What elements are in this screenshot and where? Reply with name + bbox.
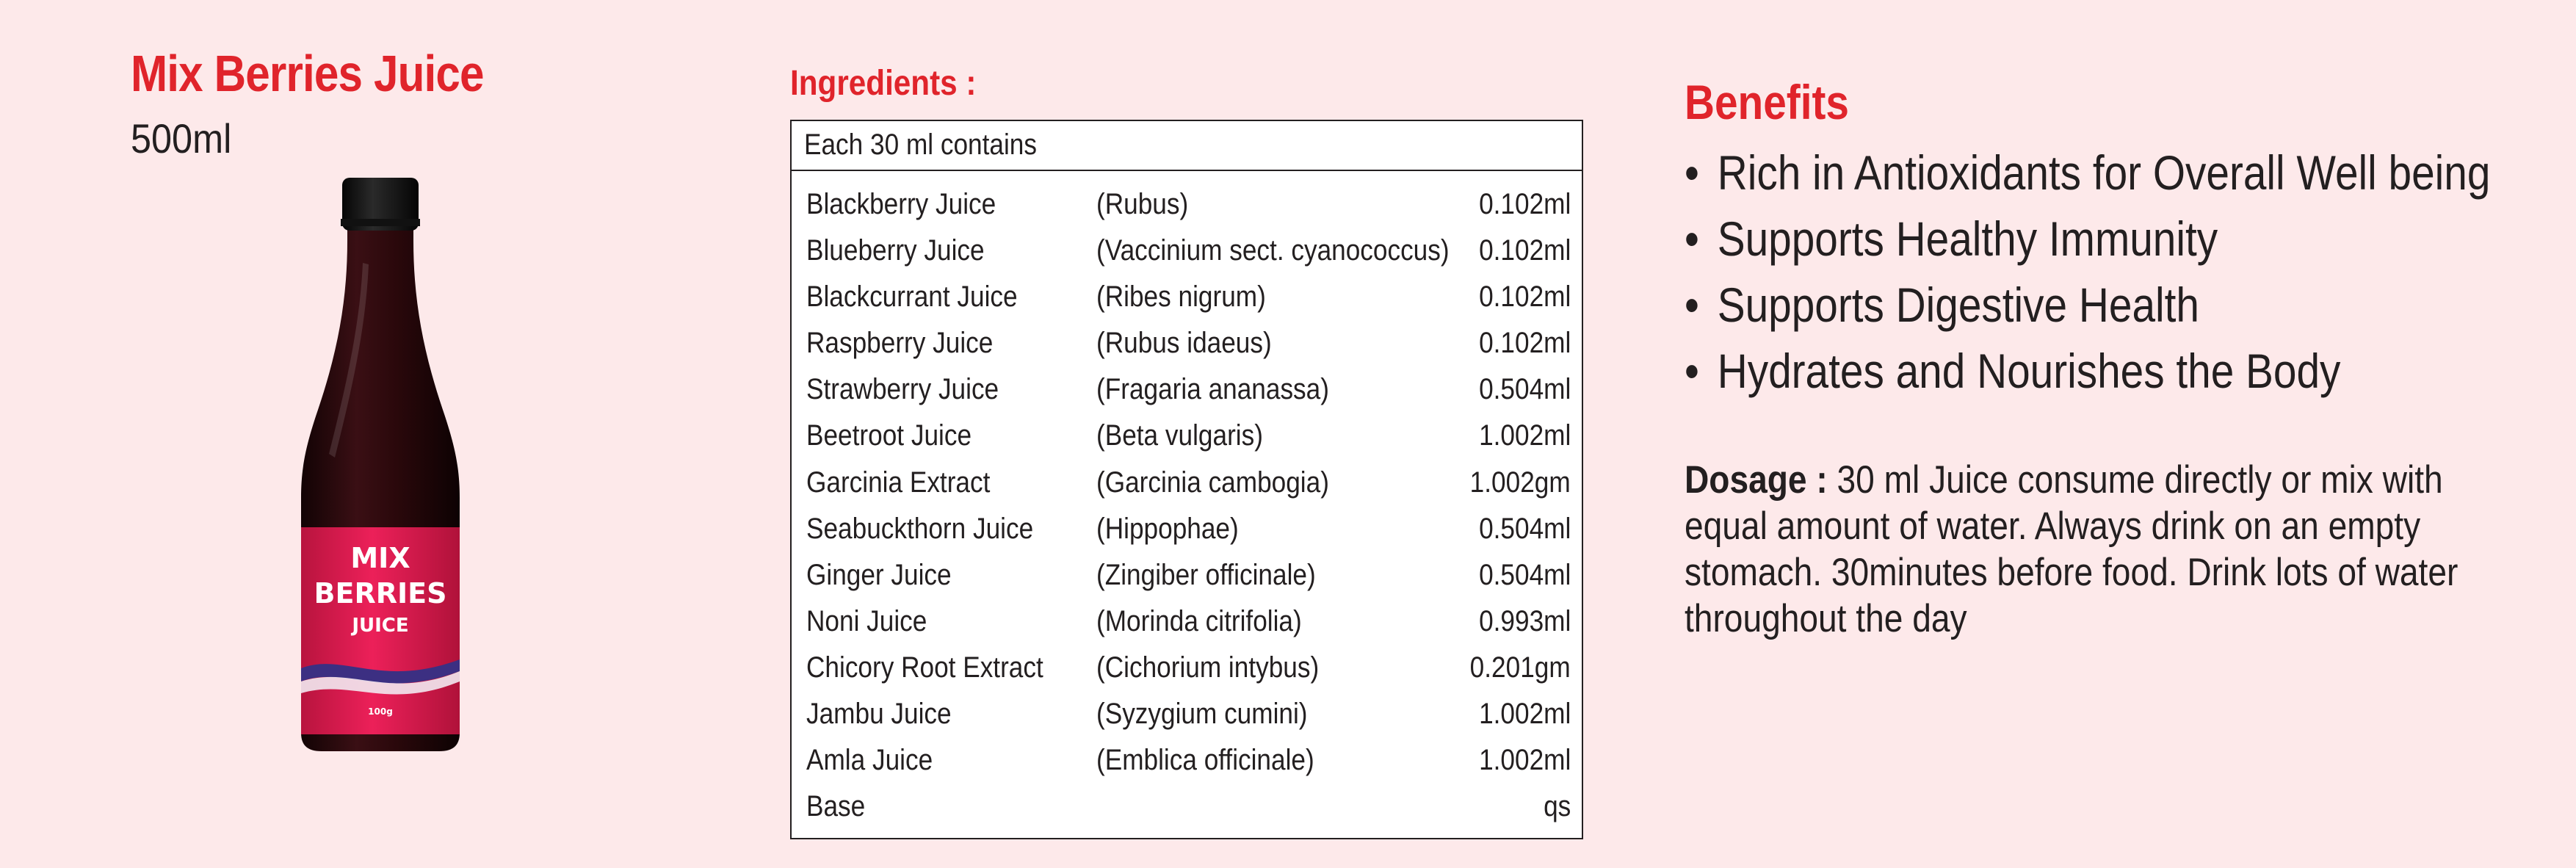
table-row [792,228,1582,274]
product-volume: 500ml [131,115,232,162]
bullet-icon: • [1685,278,1699,332]
ingredient-quantity: 0.102ml [1478,281,1571,314]
ingredient-name: Ginger Juice [806,558,952,591]
ingredient-scientific-name: (Syzygium cumini) [1096,698,1308,731]
ingredient-quantity: 0.201gm [1470,651,1571,684]
table-row [792,320,1582,366]
bullet-icon: • [1685,211,1699,266]
ingredient-name: Blackcurrant Juice [806,281,1018,314]
ingredient-quantity: 0.102ml [1478,234,1571,267]
ingredient-scientific-name: (Hippophae) [1096,512,1239,545]
table-row [792,645,1582,691]
ingredient-quantity: 1.002ml [1478,419,1571,452]
ingredient-scientific-name: (Morinda citrifolia) [1096,604,1302,637]
ingredients-table-header-text: Each 30 ml contains [804,129,1037,161]
ingredients-heading: Ingredients : [790,64,977,103]
benefit-item [1685,206,2490,272]
ingredient-name: Blackberry Juice [806,188,996,220]
benefit-text: Hydrates and Nourishes the Body [1717,344,2341,398]
ingredient-scientific-name: (Zingiber officinale) [1096,558,1316,591]
dosage-paragraph [1685,457,2470,642]
table-row [792,274,1582,320]
ingredient-quantity: 0.102ml [1478,327,1571,360]
ingredient-scientific-name: (Rubus idaeus) [1096,327,1272,360]
ingredient-name: Seabuckthorn Juice [806,512,1034,545]
table-row [792,598,1582,645]
ingredient-quantity: qs [1543,790,1571,823]
ingredient-scientific-name: (Cichorium intybus) [1096,651,1320,684]
bottle-label-line1: MIX [350,542,410,574]
ingredient-quantity: 0.504ml [1478,373,1571,406]
dosage-text: 30 ml Juice consume directly or mix with equal amount of water. Always drink on an empty stomach. 30minutes before food. Drink lots of water throughout the day [1685,458,2459,640]
benefits-heading: Benefits [1685,75,1849,129]
ingredient-name: Garcinia Extract [806,466,991,499]
ingredient-scientific-name: (Vaccinium sect. cyanococcus) [1096,234,1450,267]
table-row [792,413,1582,459]
table-row [792,181,1582,228]
ingredient-name: Blueberry Juice [806,234,985,267]
benefit-text: Rich in Antioxidants for Overall Well being [1717,145,2491,200]
ingredient-name: Raspberry Juice [806,327,994,360]
bottle-label-net: 100g [368,706,393,717]
benefit-item [1685,272,2490,338]
dosage-label: Dosage : [1685,458,1828,502]
ingredient-quantity: 1.002ml [1478,744,1571,777]
table-row [792,366,1582,413]
table-row [792,460,1582,506]
table-row [792,506,1582,552]
ingredient-scientific-name: (Garcinia cambogia) [1096,466,1329,499]
ingredients-table [790,120,1583,839]
ingredient-name: Chicory Root Extract [806,651,1043,684]
ingredients-table-body [792,171,1582,830]
benefits-list [1685,140,2576,404]
ingredient-scientific-name: (Fragaria ananassa) [1096,373,1329,406]
benefit-item [1685,140,2490,206]
ingredient-quantity: 0.102ml [1478,188,1571,220]
table-row [792,784,1582,830]
benefit-text: Supports Healthy Immunity [1717,211,2218,266]
table-row [792,737,1582,784]
ingredient-name: Base [806,790,866,823]
ingredient-name: Beetroot Juice [806,419,972,452]
ingredient-quantity: 0.504ml [1478,512,1571,545]
product-bottle-image [292,175,468,755]
ingredient-quantity: 0.993ml [1478,604,1571,637]
benefit-item [1685,338,2490,404]
benefit-text: Supports Digestive Health [1717,278,2199,332]
table-row [792,691,1582,737]
ingredient-name: Strawberry Juice [806,373,999,406]
ingredient-quantity: 0.504ml [1478,558,1571,591]
table-row [792,552,1582,598]
ingredient-scientific-name: (Emblica officinale) [1096,744,1314,777]
ingredient-scientific-name: (Beta vulgaris) [1096,419,1263,452]
ingredient-name: Noni Juice [806,604,927,637]
bullet-icon: • [1685,145,1699,200]
ingredients-table-header [792,121,1582,171]
product-title: Mix Berries Juice [131,45,484,102]
bullet-icon: • [1685,344,1699,398]
ingredient-scientific-name: (Ribes nigrum) [1096,281,1266,314]
ingredient-name: Amla Juice [806,744,933,777]
ingredient-quantity: 1.002ml [1478,698,1571,731]
bottle-label-line3: JUICE [352,615,409,637]
bottle-label-line2: BERRIES [314,577,447,610]
ingredient-name: Jambu Juice [806,698,952,731]
ingredient-scientific-name: (Rubus) [1096,188,1189,220]
ingredient-quantity: 1.002gm [1470,466,1571,499]
